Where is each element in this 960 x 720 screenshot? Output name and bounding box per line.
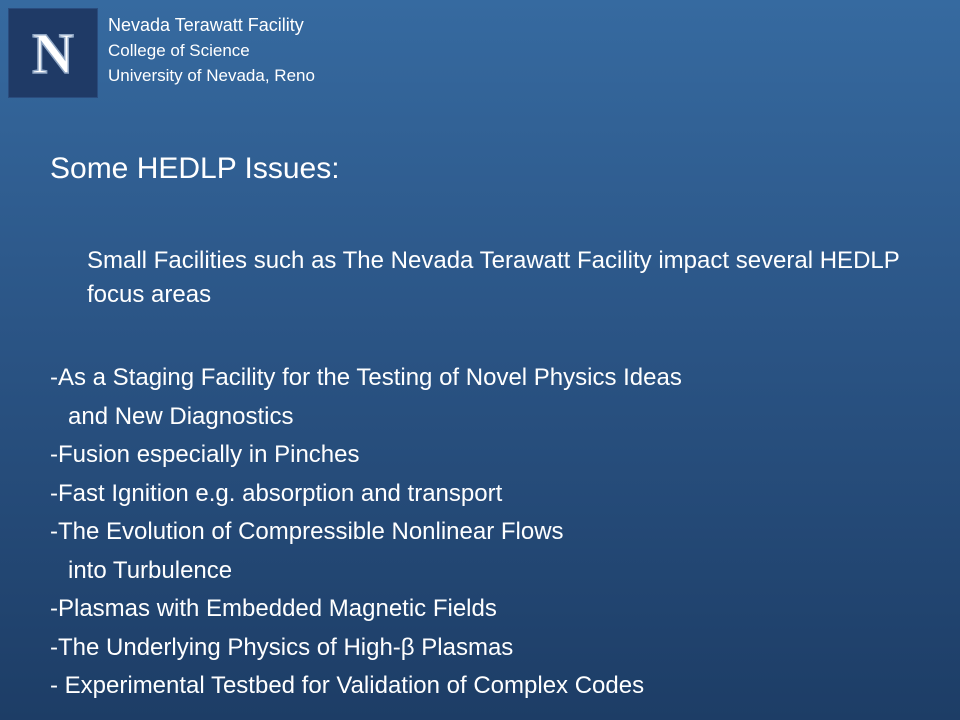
list-item bbox=[50, 590, 940, 629]
issue-nonlinear-flows: -The Evolution of Compressible Nonlinear Flows bbox=[50, 518, 564, 545]
university-n-logo bbox=[8, 8, 98, 98]
list-item bbox=[50, 359, 940, 436]
list-item bbox=[50, 513, 940, 590]
issues-list bbox=[50, 359, 940, 706]
issue-nonlinear-flows-cont: into Turbulence bbox=[68, 556, 233, 584]
slide-title: Some HEDLP Issues: bbox=[50, 152, 340, 185]
slide-intro: Small Facilities such as The Nevada Terawatt Facility impact several HEDLP focus areas bbox=[87, 247, 900, 308]
facility-name: Nevada Terawatt Facility bbox=[108, 15, 304, 35]
list-item bbox=[50, 475, 940, 514]
issue-high-beta-plasmas: -The Underlying Physics of High-β Plasmas bbox=[50, 633, 514, 661]
issue-staging-facility: -As a Staging Facility for the Testing of Novel Physics Ideas bbox=[50, 364, 682, 391]
list-item bbox=[50, 629, 940, 668]
institution-block bbox=[108, 13, 315, 88]
college-name: College of Science bbox=[108, 41, 250, 60]
n-logo-letter: N bbox=[32, 23, 74, 83]
issue-code-validation: - Experimental Testbed for Validation of Complex Codes bbox=[50, 672, 645, 699]
university-name: University of Nevada, Reno bbox=[108, 66, 315, 85]
issue-fast-ignition: -Fast Ignition e.g. absorption and transport bbox=[50, 479, 503, 507]
list-item bbox=[50, 667, 940, 706]
issue-fusion-pinches: -Fusion especially in Pinches bbox=[50, 441, 360, 468]
issue-magnetic-fields: -Plasmas with Embedded Magnetic Fields bbox=[50, 595, 497, 622]
issue-staging-facility-cont: and New Diagnostics bbox=[68, 402, 294, 430]
n-logo-icon bbox=[18, 23, 88, 83]
list-item bbox=[50, 436, 940, 475]
